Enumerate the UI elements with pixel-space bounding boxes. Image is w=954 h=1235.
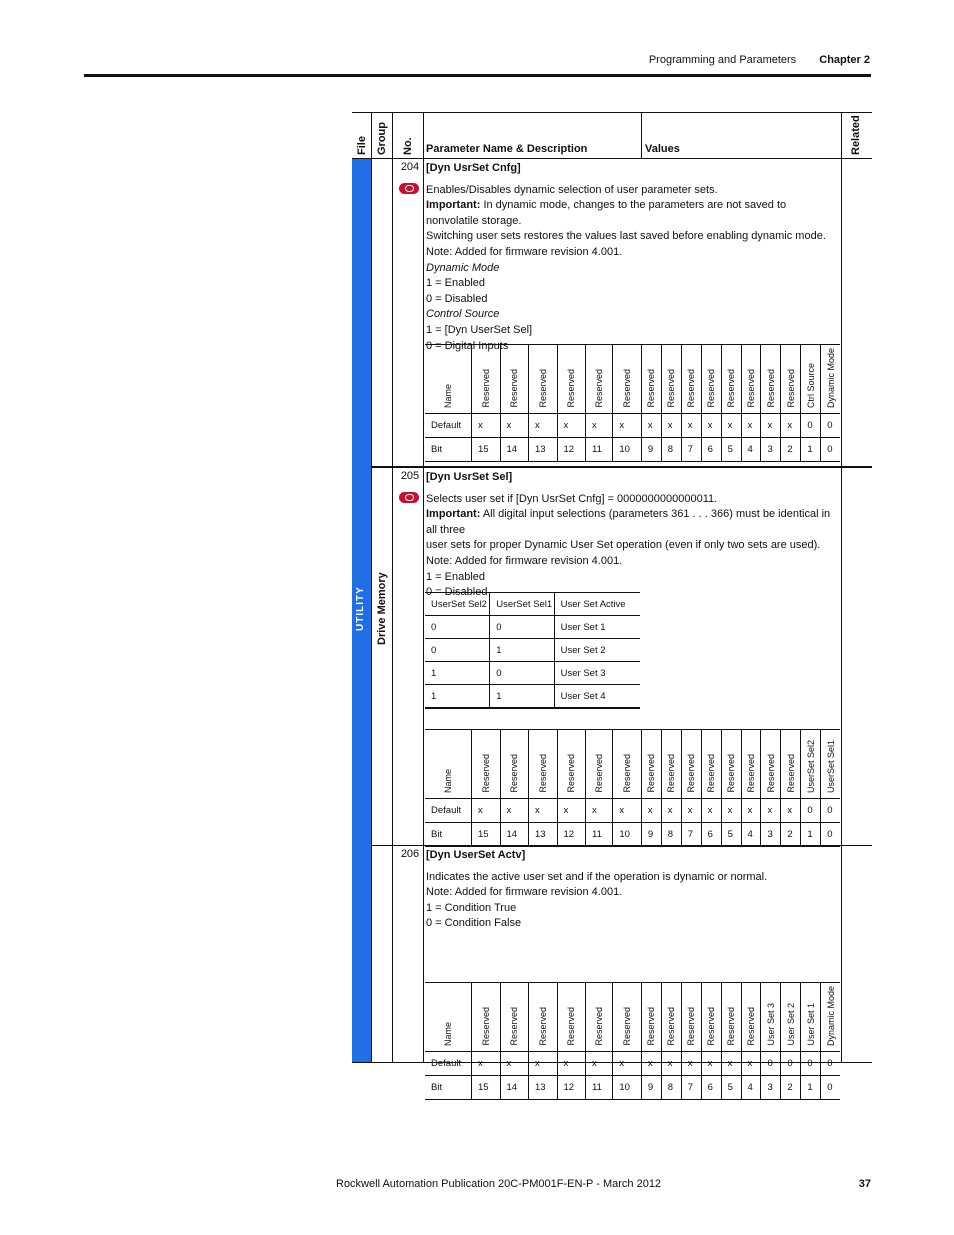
bit-name-cell	[821, 983, 840, 1052]
bit-name-cell	[761, 345, 781, 414]
bit-number: 13	[529, 823, 558, 847]
bit-default: x	[641, 414, 661, 438]
bit-default: x	[641, 799, 661, 823]
bit-name-cell	[557, 345, 586, 414]
bit-number: 11	[586, 1076, 613, 1100]
option-line: 0 = Disabled	[426, 586, 488, 599]
bit-number: 7	[681, 823, 701, 847]
bit-name: Dynamic Mode	[825, 347, 836, 408]
sel-cell: 1	[425, 685, 490, 709]
bit-name-cell	[472, 345, 501, 414]
group-label: Drive Memory	[376, 572, 388, 645]
bit-default: x	[472, 1052, 501, 1076]
row-label: Default	[425, 799, 472, 823]
parameter-table	[352, 112, 872, 1093]
bit-name-cell	[641, 730, 661, 799]
header-rule	[84, 74, 871, 77]
bit-name-cell	[500, 730, 529, 799]
bit-name: Reserved	[646, 1007, 657, 1046]
bit-name: Reserved	[746, 369, 757, 408]
header-related: Related	[850, 115, 862, 155]
note-line: Note: Added for firmware revision 4.001.	[426, 886, 623, 899]
bit-name-cell	[721, 345, 741, 414]
bit-number: 14	[500, 823, 529, 847]
option-line: 0 = Disabled	[426, 292, 488, 305]
bit-default-row	[425, 414, 840, 438]
bit-name: Reserved	[726, 1007, 737, 1046]
bit-default: 0	[801, 1052, 821, 1076]
bit-name: Reserved	[706, 369, 717, 408]
bit-default: 0	[801, 414, 821, 438]
sel-row	[425, 685, 640, 709]
sel-header: UserSet Sel2	[425, 593, 490, 616]
bit-table	[425, 982, 840, 1100]
bit-number: 8	[661, 823, 681, 847]
bit-default: x	[741, 414, 761, 438]
bit-name: Reserved	[509, 1007, 520, 1046]
bit-number: 15	[472, 438, 501, 462]
bit-name-cell	[472, 983, 501, 1052]
bit-default: x	[557, 799, 586, 823]
option-line: 1 = [Dyn UserSet Sel]	[426, 323, 533, 336]
desc-line: Indicates the active user set and if the operation is dynamic or normal.	[426, 870, 768, 883]
bit-number: 2	[781, 438, 801, 462]
bit-name: User Set 1	[805, 1003, 816, 1046]
row-label-text: Name	[443, 768, 453, 793]
sel-cell: 1	[490, 685, 554, 709]
bit-number: 10	[613, 1076, 642, 1100]
bit-number: 13	[529, 1076, 558, 1100]
bit-name-cell	[500, 983, 529, 1052]
bit-default: x	[586, 799, 613, 823]
bit-default: 0	[761, 1052, 781, 1076]
bit-name-cell	[821, 345, 840, 414]
bit-default: x	[613, 799, 642, 823]
param-description	[426, 470, 838, 601]
bit-name: Reserved	[785, 754, 796, 793]
sel-row	[425, 662, 640, 685]
option-line: 0 = Digital Inputs	[426, 339, 509, 352]
bit-name-cell	[557, 983, 586, 1052]
bit-name: Reserved	[686, 369, 697, 408]
row-label: Default	[425, 1052, 472, 1076]
bit-name-cell	[781, 345, 801, 414]
bit-default: x	[613, 1052, 642, 1076]
bit-name-cell	[641, 345, 661, 414]
bit-name: Reserved	[594, 369, 605, 408]
bit-name: Reserved	[765, 369, 776, 408]
bit-number: 4	[741, 823, 761, 847]
param-title: [Dyn UsrSet Cnfg]	[426, 162, 521, 174]
bit-default: x	[681, 799, 701, 823]
bit-default: x	[500, 1052, 529, 1076]
bit-number: 12	[557, 1076, 586, 1100]
bit-default: x	[500, 414, 529, 438]
bit-name: Reserved	[646, 754, 657, 793]
bit-default: x	[641, 1052, 661, 1076]
bit-name-cell	[701, 983, 721, 1052]
bit-name: Reserved	[537, 369, 548, 408]
bit-number-row	[425, 1076, 840, 1100]
bit-number: 1	[801, 1076, 821, 1100]
bit-number: 7	[681, 438, 701, 462]
param-number: 205	[400, 470, 420, 482]
sel-row	[425, 639, 640, 662]
bit-default-row	[425, 1052, 840, 1076]
bit-number: 14	[500, 1076, 529, 1100]
file-label: UTILITY	[355, 586, 366, 631]
bit-name: Reserved	[509, 754, 520, 793]
bit-name: Reserved	[706, 1007, 717, 1046]
bit-name: Reserved	[746, 1007, 757, 1046]
important-text: All digital input selections (parameters 361 . . . 366) must be identical in all three	[426, 508, 831, 536]
bit-number: 0	[821, 823, 840, 847]
bit-number: 6	[701, 823, 721, 847]
header-chapter: Chapter 2	[819, 54, 870, 66]
bit-default: 0	[821, 799, 840, 823]
bit-name: Reserved	[622, 754, 633, 793]
important-text: In dynamic mode, changes to the parameters are not saved to nonvolatile storage.	[426, 199, 787, 227]
bit-default: x	[529, 414, 558, 438]
bit-number: 10	[613, 823, 642, 847]
bit-number-row	[425, 823, 840, 847]
bit-name: Reserved	[666, 369, 677, 408]
bit-name-cell	[781, 983, 801, 1052]
bit-default: x	[741, 1052, 761, 1076]
important-line	[426, 507, 838, 538]
bit-name-cell	[701, 345, 721, 414]
bit-default: x	[661, 414, 681, 438]
bit-number: 7	[681, 1076, 701, 1100]
bit-default: x	[761, 799, 781, 823]
bit-name-cell	[821, 730, 840, 799]
bit-default: x	[721, 1052, 741, 1076]
bit-default: x	[701, 799, 721, 823]
bit-name-cell	[472, 730, 501, 799]
bit-number-row	[425, 438, 840, 462]
header-section: Programming and Parameters	[648, 54, 797, 66]
sel-cell: 0	[490, 616, 554, 639]
bit-name-cell	[801, 345, 821, 414]
bit-name-cell	[681, 345, 701, 414]
bit-number: 3	[761, 1076, 781, 1100]
bit-name-row	[425, 730, 840, 799]
param-number: 204	[400, 161, 420, 173]
bit-default: x	[472, 799, 501, 823]
desc-line: Enables/Disables dynamic selection of user parameter sets.	[426, 183, 718, 196]
bit-name: Reserved	[765, 754, 776, 793]
bit-name-cell	[801, 983, 821, 1052]
option-line: 1 = Condition True	[426, 901, 517, 914]
note-line: Note: Added for firmware revision 4.001.	[426, 554, 623, 567]
bit-default: x	[781, 799, 801, 823]
bit-name-cell	[701, 730, 721, 799]
bit-number: 15	[472, 1076, 501, 1100]
bit-default: x	[472, 414, 501, 438]
bit-number: 4	[741, 1076, 761, 1100]
subheading: Dynamic Mode	[426, 261, 500, 274]
bit-number: 3	[761, 438, 781, 462]
bit-table	[425, 729, 840, 847]
bit-name-cell	[681, 730, 701, 799]
sel-cell: User Set 1	[554, 616, 640, 639]
sel-cell: 0	[425, 639, 490, 662]
subheading: Control Source	[426, 308, 500, 321]
header-group: Group	[376, 122, 388, 155]
bit-name: UserSet Sel1	[825, 739, 836, 793]
footer-publication: Rockwell Automation Publication 20C-PM001F-EN-P - March 2012	[336, 1178, 662, 1190]
sel-header-row	[425, 593, 640, 616]
link-icon	[399, 492, 419, 503]
bit-name-cell	[586, 345, 613, 414]
bit-number: 3	[761, 823, 781, 847]
bit-default-row	[425, 799, 840, 823]
bit-name-cell	[613, 730, 642, 799]
bit-name: Reserved	[686, 754, 697, 793]
row-label: Default	[425, 414, 472, 438]
bit-name: Reserved	[509, 369, 520, 408]
bit-number: 8	[661, 1076, 681, 1100]
bit-default: x	[529, 799, 558, 823]
bit-default: x	[681, 1052, 701, 1076]
page-number: 37	[858, 1178, 871, 1190]
bit-number: 2	[781, 1076, 801, 1100]
param-row-205	[372, 468, 872, 846]
option-line: 0 = Condition False	[426, 917, 522, 930]
link-icon	[399, 183, 419, 194]
bit-name: Reserved	[785, 369, 796, 408]
bit-name: Reserved	[622, 1007, 633, 1046]
bit-number: 5	[721, 823, 741, 847]
bit-name: Reserved	[706, 754, 717, 793]
bit-name-cell	[661, 730, 681, 799]
option-line: 1 = Enabled	[426, 277, 486, 290]
bit-name-cell	[661, 983, 681, 1052]
bit-name-cell	[741, 983, 761, 1052]
bit-number: 1	[801, 823, 821, 847]
bit-default: x	[681, 414, 701, 438]
header-name-desc: Parameter Name & Description	[426, 143, 588, 155]
bit-number: 9	[641, 823, 661, 847]
bit-name-cell	[529, 730, 558, 799]
bit-name: Reserved	[566, 1007, 577, 1046]
bit-name-cell	[761, 983, 781, 1052]
row-label-text: Name	[443, 383, 453, 408]
param-row-206	[372, 846, 872, 1093]
sel-row	[425, 616, 640, 639]
row-label-text: Name	[443, 1021, 453, 1046]
sel-header: UserSet Sel1	[490, 593, 554, 616]
bit-default: x	[613, 414, 642, 438]
param-row-204	[372, 159, 872, 468]
bit-number: 15	[472, 823, 501, 847]
bit-name: Reserved	[566, 754, 577, 793]
bit-name-row	[425, 983, 840, 1052]
bit-name: User Set 2	[785, 1003, 796, 1046]
bit-name: Reserved	[480, 369, 491, 408]
bit-name: Reserved	[686, 1007, 697, 1046]
bit-name: UserSet Sel2	[805, 739, 816, 793]
bit-name: Dynamic Mode	[825, 985, 836, 1046]
bit-default: 0	[821, 1052, 840, 1076]
bit-default: x	[721, 799, 741, 823]
header-no: No.	[402, 137, 414, 155]
param-number: 206	[400, 848, 420, 860]
bit-name-cell	[529, 345, 558, 414]
param-title: [Dyn UsrSet Sel]	[426, 471, 513, 483]
bit-number: 10	[613, 438, 642, 462]
bit-number: 11	[586, 823, 613, 847]
bit-number: 12	[557, 823, 586, 847]
bit-number: 9	[641, 438, 661, 462]
option-line: 1 = Enabled	[426, 570, 486, 583]
bit-name: Reserved	[746, 754, 757, 793]
bit-number: 2	[781, 823, 801, 847]
sel-cell: User Set 3	[554, 662, 640, 685]
bit-table	[425, 344, 840, 462]
bit-name-row	[425, 345, 840, 414]
bit-number: 1	[801, 438, 821, 462]
bit-name: Reserved	[480, 754, 491, 793]
bit-default: x	[781, 414, 801, 438]
bit-default: 0	[821, 414, 840, 438]
row-label	[425, 345, 472, 414]
sel-cell: 0	[425, 616, 490, 639]
bit-name-cell	[529, 983, 558, 1052]
bit-name: Reserved	[726, 369, 737, 408]
user-set-table	[425, 592, 640, 709]
bit-name-cell	[586, 730, 613, 799]
bit-default: 0	[801, 799, 821, 823]
bit-number: 5	[721, 1076, 741, 1100]
bit-name: Reserved	[594, 1007, 605, 1046]
bit-name: Reserved	[537, 1007, 548, 1046]
bit-default: x	[761, 414, 781, 438]
bit-number: 12	[557, 438, 586, 462]
header-values: Values	[645, 143, 680, 155]
bit-name-cell	[613, 345, 642, 414]
bit-name-cell	[681, 983, 701, 1052]
bit-name: Reserved	[537, 754, 548, 793]
bit-name-cell	[641, 983, 661, 1052]
bit-name: Reserved	[666, 754, 677, 793]
bit-name: Reserved	[622, 369, 633, 408]
table-header	[352, 113, 872, 159]
important-label: Important:	[426, 199, 481, 212]
bit-number: 4	[741, 438, 761, 462]
bit-default: x	[741, 799, 761, 823]
desc-line: Switching user sets restores the values last saved before enabling dynamic mode.	[426, 230, 826, 243]
bit-number: 6	[701, 438, 721, 462]
bit-default: x	[529, 1052, 558, 1076]
row-label	[425, 983, 472, 1052]
bit-name-cell	[721, 730, 741, 799]
bit-name: Reserved	[726, 754, 737, 793]
sel-cell: 1	[425, 662, 490, 685]
bit-name-cell	[741, 345, 761, 414]
bit-number: 6	[701, 1076, 721, 1100]
bit-default: x	[586, 414, 613, 438]
param-title: [Dyn UserSet Actv]	[426, 849, 526, 861]
bit-name-cell	[721, 983, 741, 1052]
bit-default: x	[500, 799, 529, 823]
bit-name-cell	[801, 730, 821, 799]
bit-number: 0	[821, 438, 840, 462]
desc-line: Selects user set if [Dyn UsrSet Cnfg] = 0000000000000011.	[426, 492, 718, 505]
desc-line: user sets for proper Dynamic User Set operation (even if only two sets are used).	[426, 539, 821, 552]
bit-name-cell	[781, 730, 801, 799]
sel-header: User Set Active	[554, 593, 640, 616]
sel-cell: User Set 4	[554, 685, 640, 709]
bit-default: x	[721, 414, 741, 438]
bit-number: 8	[661, 438, 681, 462]
bit-name: Reserved	[566, 369, 577, 408]
row-label: Bit	[425, 1076, 472, 1100]
bit-number: 14	[500, 438, 529, 462]
bit-name-cell	[613, 983, 642, 1052]
bit-name: Reserved	[480, 1007, 491, 1046]
sel-cell: User Set 2	[554, 639, 640, 662]
bit-name: Reserved	[594, 754, 605, 793]
bit-name-cell	[557, 730, 586, 799]
sel-cell: 0	[490, 662, 554, 685]
header-file: File	[356, 136, 368, 155]
sel-cell: 1	[490, 639, 554, 662]
note-line: Note: Added for firmware revision 4.001.	[426, 245, 623, 258]
row-label	[425, 730, 472, 799]
bit-number: 13	[529, 438, 558, 462]
bit-default: x	[557, 1052, 586, 1076]
row-label: Bit	[425, 438, 472, 462]
bit-name-cell	[500, 345, 529, 414]
bit-default: x	[661, 799, 681, 823]
bit-default: x	[586, 1052, 613, 1076]
bit-name-cell	[661, 345, 681, 414]
param-description	[426, 848, 838, 932]
important-label: Important:	[426, 508, 481, 521]
row-label: Bit	[425, 823, 472, 847]
bit-default: x	[557, 414, 586, 438]
page-header	[649, 54, 870, 66]
bit-name: Ctrl Source	[805, 362, 816, 408]
bit-number: 9	[641, 1076, 661, 1100]
bit-default: x	[661, 1052, 681, 1076]
bit-default: x	[701, 414, 721, 438]
bit-number: 5	[721, 438, 741, 462]
bit-number: 0	[821, 1076, 840, 1100]
bit-default: 0	[781, 1052, 801, 1076]
param-description	[426, 161, 838, 354]
bit-name: Reserved	[646, 369, 657, 408]
bit-default: x	[701, 1052, 721, 1076]
important-line	[426, 198, 838, 229]
bit-number: 11	[586, 438, 613, 462]
bit-name: User Set 3	[765, 1003, 776, 1046]
bit-name: Reserved	[666, 1007, 677, 1046]
bit-name-cell	[586, 983, 613, 1052]
bit-name-cell	[761, 730, 781, 799]
bit-name-cell	[741, 730, 761, 799]
